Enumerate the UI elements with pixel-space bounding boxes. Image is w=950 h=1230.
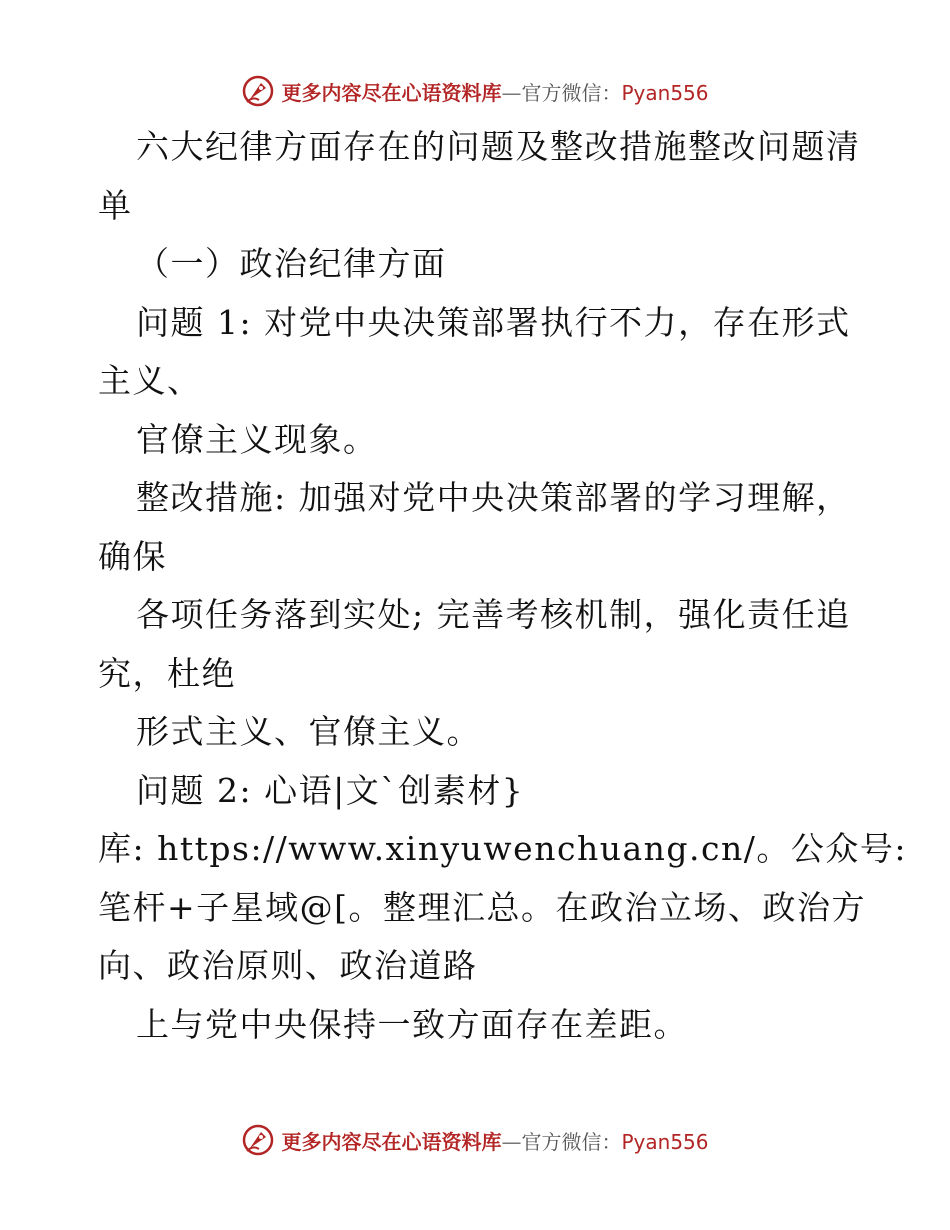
banner-sub-text: 官方微信： <box>521 1129 622 1154</box>
paragraph-line: 各项任务落到实处; 完善考核机制，强化责任追 <box>136 595 851 634</box>
paragraph-line: 形式主义、官僚主义。 <box>136 712 481 751</box>
paragraph-line: 上与党中央保持一致方面存在差距。 <box>136 1004 688 1044</box>
banner-dash: — <box>501 1129 522 1154</box>
paragraph-line: 笔杆+子星域@[。整理汇总。在政治立场、政治方 <box>98 887 867 927</box>
paragraph-line: 问题 2: 心语|文`创素材} <box>136 770 525 810</box>
header-banner <box>0 71 950 111</box>
paragraph-line: 整改措施: 加强对党中央决策部署的学习理解， <box>136 478 851 517</box>
paragraph-line: 主义、 <box>98 361 202 400</box>
paragraph-line: 官僚主义现象。 <box>136 419 378 459</box>
paragraph-line: 确保 <box>98 536 167 576</box>
paragraph-line: 问题 1: 对党中央决策部署执行不力，存在形式 <box>136 302 851 342</box>
footer-banner <box>0 1120 950 1160</box>
pen-nib-logo-icon <box>241 74 275 108</box>
banner-id-text: Pyan556 <box>621 80 709 105</box>
section-heading: （一）政治纪律方面 <box>136 244 447 283</box>
banner-id-text: Pyan556 <box>621 1129 709 1154</box>
document-body <box>98 118 907 1054</box>
banner-dash: — <box>501 80 522 105</box>
banner-sub-text: 官方微信： <box>521 80 622 105</box>
doc-title-line-cont: 单 <box>98 185 133 225</box>
banner-text <box>281 77 708 106</box>
doc-title-line: 六大纪律方面存在的问题及整改措施整改问题清 <box>136 127 861 166</box>
pen-nib-logo-icon <box>241 1123 275 1157</box>
banner-main-text: 更多内容尽在心语资料库 <box>281 80 502 105</box>
banner-text <box>281 1126 708 1155</box>
paragraph-line: 究，杜绝 <box>98 653 236 693</box>
banner-main-text: 更多内容尽在心语资料库 <box>281 1129 502 1154</box>
paragraph-line: 库: https://www.xinyuwenchuang.cn/。公众号: <box>98 829 907 868</box>
paragraph-line: 向、政治原则、政治道路 <box>98 946 478 985</box>
